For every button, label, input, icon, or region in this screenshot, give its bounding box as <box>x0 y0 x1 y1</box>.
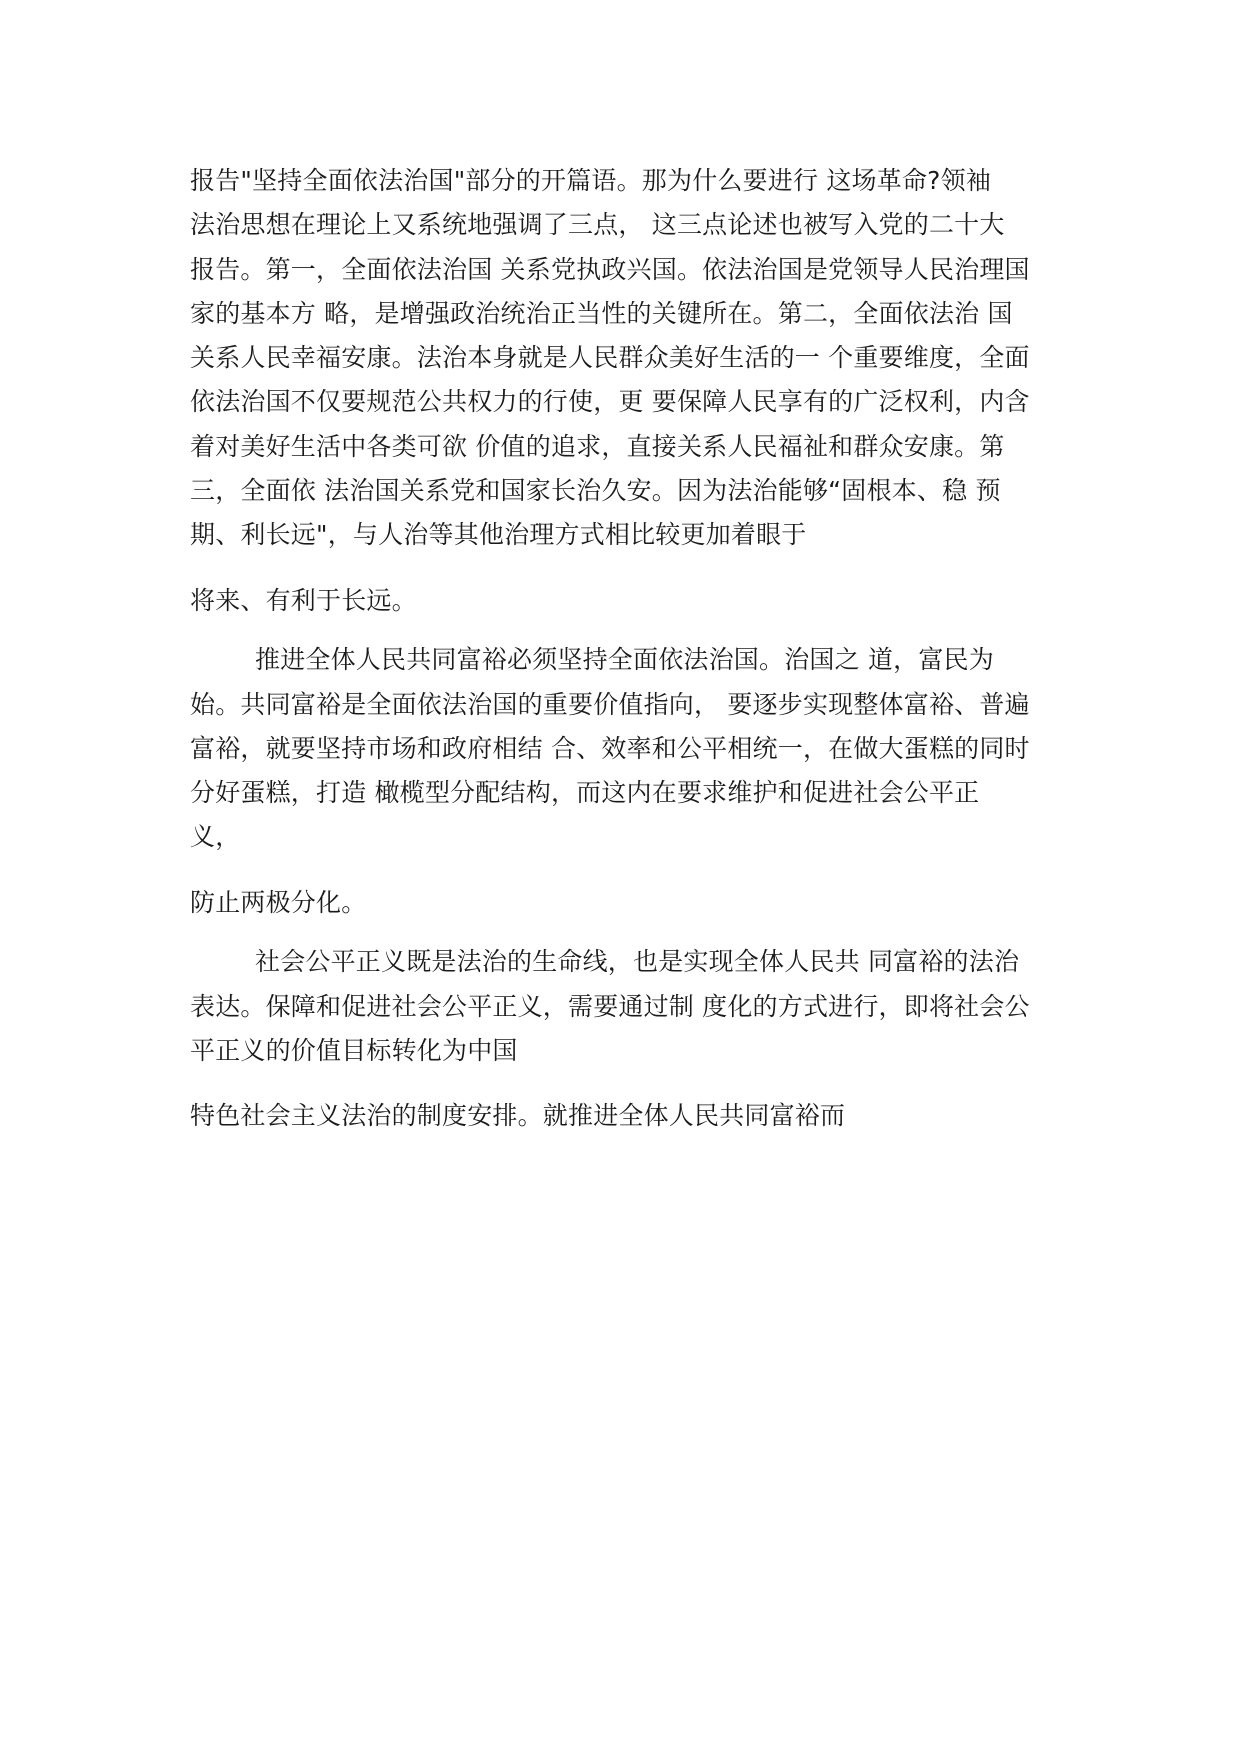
text-line: 依法治国不仅要规范公共权力的行使，更 要保障人民享有的广泛权利，内含 <box>190 387 1030 416</box>
text-line: 分好蛋糕，打造 橄榄型分配结构，而这内在要求维护和促进社会公平正 <box>190 778 980 807</box>
text-line: 义， <box>190 822 241 851</box>
text-line: 三，全面依 法治国关系党和国家长治久安。因为法治能够“固根本、稳 预 <box>190 476 1001 505</box>
text-line: 富裕，就要坚持市场和政府相结 合、效率和公平相统一，在做大蛋糕的同时 <box>190 734 1030 763</box>
text-line: 法治思想在理论上又系统地强调了三点， 这三点论述也被写入党的二十大 <box>190 210 1005 239</box>
text-line: 着对美好生活中各类可欲 价值的追求，直接关系人民福祉和群众安康。第 <box>190 432 1005 461</box>
text-line: 家的基本方 略，是增强政治统治正当性的关键所在。第二，全面依法治 国 <box>190 299 1013 328</box>
text-line: 报告"坚持全面依法治国"部分的开篇语。那为什么要进行 这场革命?领袖 <box>190 166 992 195</box>
paragraph-start: 推进全体人民共同富裕必须坚持全面依法治国。治国之 道，富民为 <box>255 645 994 674</box>
text-line: 防止两极分化。 <box>190 888 367 917</box>
text-line: 特色社会主义法治的制度安排。就推进全体人民共同富裕而 <box>190 1101 846 1130</box>
text-line: 始。共同富裕是全面依法治国的重要价值指向， 要逐步实现整体富裕、普遍 <box>190 690 1030 719</box>
text-line: 将来、有利于长远。 <box>190 586 417 615</box>
text-line: 报告。第一，全面依法治国 关系党执政兴国。依法治国是党领导人民治理国 <box>190 255 1030 284</box>
text-line: 期、利长远"，与人治等其他治理方式相比较更加着眼于 <box>190 520 807 549</box>
paragraph-start: 社会公平正义既是法治的生命线，也是实现全体人民共 同富裕的法治 <box>255 947 1020 976</box>
text-line: 关系人民幸福安康。法治本身就是人民群众美好生活的一 个重要维度，全面 <box>190 343 1030 372</box>
text-line: 表达。保障和促进社会公平正义，需要通过制 度化的方式进行，即将社会公 <box>190 992 1030 1021</box>
text-line: 平正义的价值目标转化为中国 <box>190 1036 518 1065</box>
